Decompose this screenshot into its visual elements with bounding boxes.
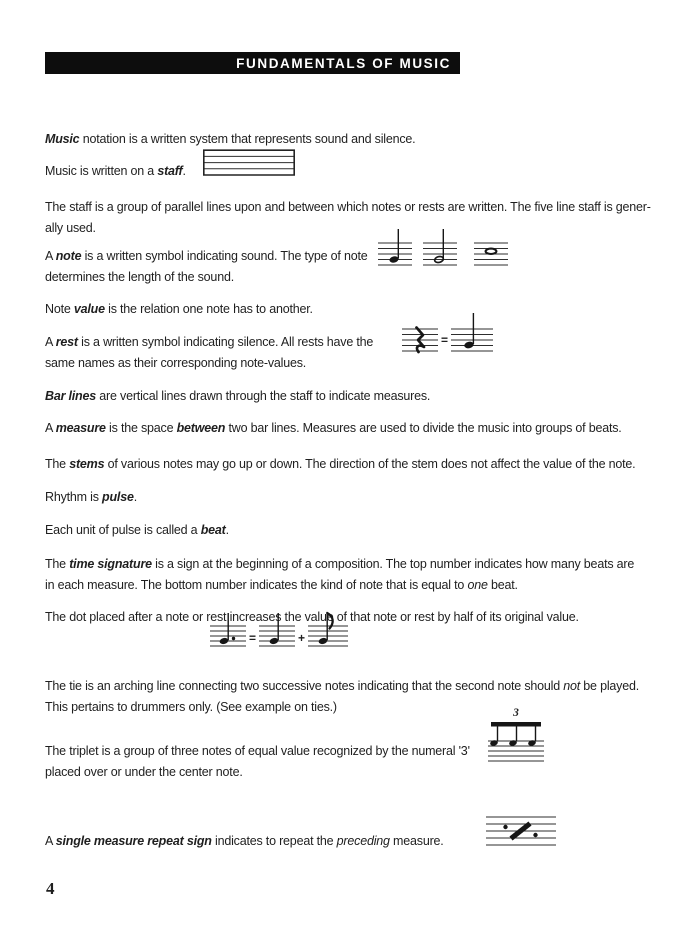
paragraph-staff-written bbox=[45, 161, 186, 182]
text-line bbox=[45, 418, 622, 439]
staff-figure bbox=[203, 149, 295, 177]
paragraph-rhythm-definition bbox=[45, 487, 137, 508]
paragraph-tie-definition bbox=[45, 676, 670, 718]
text-segment: of various notes may go up or down. The direction of the stem does not affect the value of the note. bbox=[104, 456, 636, 471]
half-note-icon bbox=[423, 229, 457, 265]
text-segment: . bbox=[182, 163, 186, 178]
paragraph-time-signature-definition bbox=[45, 554, 670, 596]
paragraph-repeat-sign-definition bbox=[45, 831, 485, 852]
text-segment: be played. bbox=[580, 678, 639, 693]
term-stems: stems bbox=[69, 456, 105, 471]
whole-note-icon bbox=[474, 243, 508, 265]
paragraph-rest-definition bbox=[45, 332, 395, 374]
text-line bbox=[45, 554, 670, 575]
paragraph-staff-definition bbox=[45, 197, 670, 239]
triplet-numeral: 3 bbox=[513, 707, 519, 719]
text-line bbox=[45, 129, 415, 150]
equals-sign: = bbox=[249, 630, 257, 645]
text-segment: A bbox=[45, 833, 56, 848]
text-segment: Music is written on a bbox=[45, 163, 158, 178]
paragraph-beat-definition bbox=[45, 520, 229, 541]
dotted-note-figure bbox=[210, 611, 348, 659]
text-line: placed over or under the center note. bbox=[45, 764, 243, 779]
triplet-figure bbox=[486, 706, 546, 773]
term-one: one bbox=[467, 577, 488, 592]
paragraph-triplet-definition bbox=[45, 741, 485, 783]
text-line: The triplet is a group of three notes of equal value recognized by the numeral '3' bbox=[45, 743, 470, 758]
paragraph-measure-definition bbox=[45, 418, 622, 439]
paragraph-value-definition bbox=[45, 299, 313, 320]
term-beat: beat bbox=[200, 522, 226, 537]
text-segment: The bbox=[45, 456, 70, 471]
text-segment: beat. bbox=[487, 577, 518, 592]
text-segment: is a written symbol indicating sound. The type of note bbox=[81, 248, 368, 263]
text-segment: The tie is an arching line connecting two successive notes indicating that the second note should bbox=[45, 678, 564, 693]
text-segment: in each measure. The bottom number indicates the kind of note that is equal to bbox=[45, 577, 468, 592]
text-segment: Rhythm is bbox=[45, 489, 103, 504]
text-segment: . bbox=[133, 489, 137, 504]
text-line bbox=[45, 487, 137, 508]
text-segment: is a sign at the beginning of a composition. The top number indicates how many beats are bbox=[151, 556, 635, 571]
term-measure: measure bbox=[55, 420, 106, 435]
repeat-sign-figure bbox=[486, 814, 556, 848]
term-between: between bbox=[176, 420, 226, 435]
term-value: value bbox=[73, 301, 105, 316]
text-line: same names as their corresponding note-values. bbox=[45, 355, 307, 370]
text-line bbox=[45, 161, 186, 182]
text-line bbox=[45, 520, 229, 541]
text-line bbox=[45, 246, 390, 267]
text-segment: Each unit of pulse is called a bbox=[45, 522, 201, 537]
text-segment: . bbox=[225, 522, 229, 537]
quarter-note-icon bbox=[451, 312, 493, 362]
note-types-figure bbox=[378, 226, 512, 283]
term-bar-lines: Bar lines bbox=[45, 388, 97, 403]
text-line: The dot placed after a note or rest increases the value of that note or rest by half of its original value. bbox=[45, 609, 579, 624]
text-segment: is a written symbol indicating silence. All rests have the bbox=[77, 334, 374, 349]
text-segment: A bbox=[45, 248, 56, 263]
text-segment: are vertical lines drawn through the staff to indicate measures. bbox=[96, 388, 431, 403]
text-line bbox=[45, 332, 395, 353]
text-segment: notation is a written system that represents sound and silence. bbox=[79, 131, 416, 146]
page-title-text: FUNDAMENTALS OF MUSIC bbox=[236, 55, 451, 71]
term-music: Music bbox=[45, 131, 80, 146]
text-line bbox=[45, 676, 670, 697]
rest-equals-note-figure bbox=[402, 312, 493, 362]
term-note: note bbox=[55, 248, 82, 263]
text-line: This pertains to drummers only. (See example on ties.) bbox=[45, 699, 337, 714]
paragraph-note-definition bbox=[45, 246, 390, 288]
note-types-icon bbox=[378, 226, 512, 283]
text-line bbox=[45, 575, 670, 596]
text-segment: is the space bbox=[105, 420, 177, 435]
eighth-note-icon bbox=[308, 611, 348, 659]
five-line-staff-icon bbox=[203, 149, 295, 177]
paragraph-music-notation bbox=[45, 129, 415, 150]
text-segment: The bbox=[45, 556, 70, 571]
text-segment: Note bbox=[45, 301, 74, 316]
paragraph-barlines-definition bbox=[45, 386, 430, 407]
text-line bbox=[45, 454, 635, 475]
quarter-note-icon bbox=[378, 229, 412, 265]
term-preceding: preceding bbox=[336, 833, 390, 848]
quarter-rest-icon bbox=[402, 312, 438, 362]
page-title bbox=[45, 52, 460, 74]
text-segment: A bbox=[45, 420, 56, 435]
text-line bbox=[45, 299, 313, 320]
text-line: determines the length of the sound. bbox=[45, 269, 234, 284]
dotted-quarter-note-icon bbox=[210, 611, 246, 659]
term-single-measure-repeat-sign: single measure repeat sign bbox=[55, 833, 212, 848]
text-line bbox=[45, 831, 485, 852]
page-number: 4 bbox=[46, 879, 55, 898]
text-segment: indicates to repeat the bbox=[211, 833, 337, 848]
quarter-note-icon bbox=[259, 611, 295, 659]
text-segment: is the relation one note has to another. bbox=[104, 301, 313, 316]
term-time-signature: time signature bbox=[69, 556, 152, 571]
term-pulse: pulse bbox=[102, 489, 134, 504]
measure-repeat-icon bbox=[486, 814, 556, 848]
term-rest: rest bbox=[55, 334, 78, 349]
equals-sign: = bbox=[441, 332, 449, 347]
text-line: The staff is a group of parallel lines upon and between which notes or rests are written. The five line staff is gener- bbox=[45, 199, 651, 214]
text-segment: A bbox=[45, 334, 56, 349]
plus-sign: + bbox=[298, 630, 306, 645]
text-line: ally used. bbox=[45, 220, 96, 235]
paragraph-stems-definition bbox=[45, 454, 635, 475]
text-line bbox=[45, 386, 430, 407]
term-staff: staff bbox=[157, 163, 183, 178]
text-segment: two bar lines. Measures are used to divide the music into groups of beats. bbox=[225, 420, 622, 435]
term-not: not bbox=[563, 678, 581, 693]
text-segment: measure. bbox=[389, 833, 444, 848]
triplet-notes-icon bbox=[488, 720, 544, 766]
